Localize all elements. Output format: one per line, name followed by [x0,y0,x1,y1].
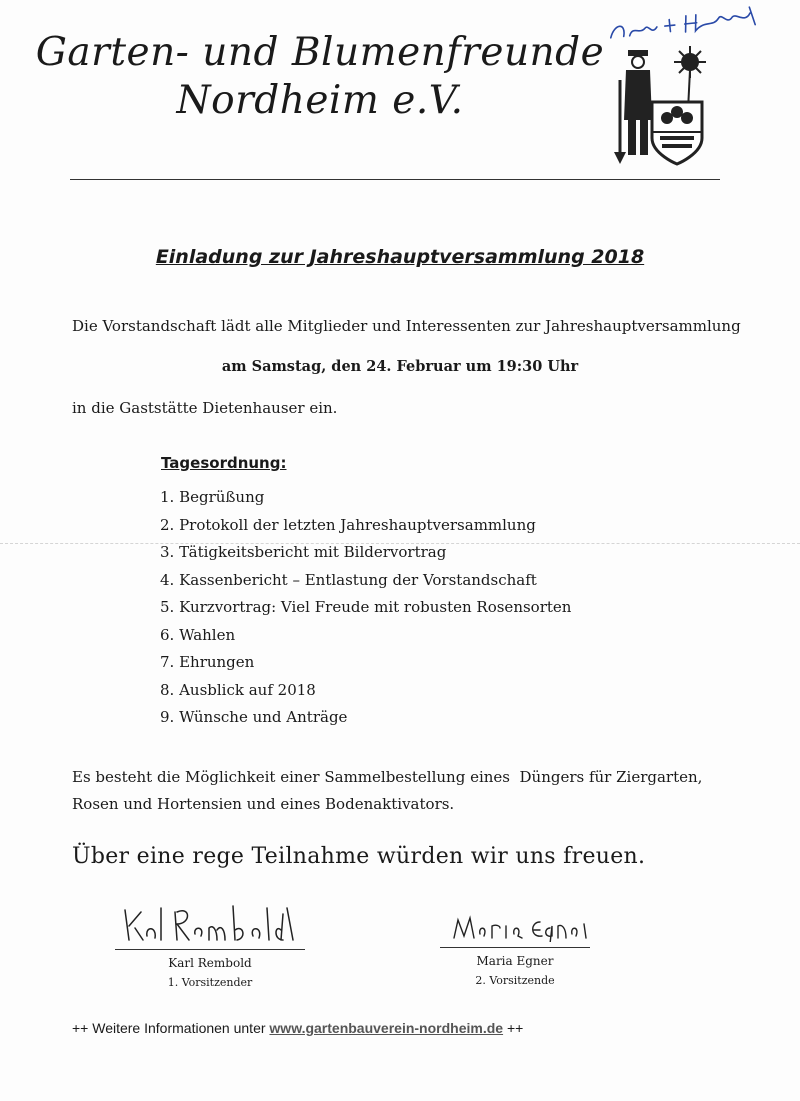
agenda-item: 1. Begrüßung [160,488,265,506]
fertilizer-note-line1: Es besteht die Möglichkeit einer Sammelbestellung eines Düngers für Ziergarten, [72,768,703,786]
signature-line [115,949,305,950]
meeting-venue: in die Gaststätte Dietenhauser ein. [72,399,338,417]
agenda-item: 4. Kassenbericht – Entlastung der Vorstandschaft [160,570,537,589]
org-name-line2: Nordheim e.V. [176,78,464,123]
invitation-intro: Die Vorstandschaft lädt alle Mitglieder und Interessenten zur Jahreshauptversammlung [72,317,741,335]
agenda-item: 8. Ausblick auf 2018 [160,680,316,699]
invitation-title: Einladung zur Jahreshauptversammlung 2018 [155,246,645,268]
signer-name: Maria Egner [476,954,554,968]
signer-role: 2. Vorsitzende [475,974,555,987]
fertilizer-note-line2: Rosen und Hortensien und eines Bodenaktivators. [72,795,455,813]
website-link[interactable]: www.gartenbauverein-nordheim.de [269,1020,504,1036]
agenda-item: 2. Protokoll der letzten Jahreshauptversammlung [160,515,536,534]
org-name-line1: Garten- und Blumenfreunde [35,30,605,75]
signer-name: Karl Rembold [168,956,252,970]
agenda-heading: Tagesordnung: [161,454,287,472]
signer-role: 1. Vorsitzender [167,976,253,989]
agenda-item: 5. Kurzvortrag: Viel Freude mit robusten Rosensorten [160,598,572,616]
club-emblem [610,40,720,170]
agenda-item: 9. Wünsche und Anträge [160,708,348,726]
signature-maria-egner [440,912,590,942]
signature-line [440,947,590,948]
closing-sentence: Über eine rege Teilnahme würden wir uns freuen. [72,844,646,869]
fertilizer-note [72,764,702,818]
agenda-item: 7. Ehrungen [160,653,255,671]
signature-block-1 [115,900,305,989]
signature-karl-rembold [115,900,305,944]
agenda-list [160,484,571,732]
footer-prefix: ++ Weitere Informationen unter [72,1020,266,1036]
header-divider [70,179,720,180]
agenda-item: 6. Wahlen [160,625,236,644]
meeting-date: am Samstag, den 24. Februar um 19:30 Uhr [221,358,579,375]
paper-fold-line [0,543,800,545]
footer-suffix: ++ [506,1020,524,1036]
gardener-crest-icon [610,40,720,170]
footer-info [72,1020,523,1036]
signature-block-2 [440,912,590,987]
agenda-item: 3. Tätigkeitsbericht mit Bildervortrag [160,543,447,561]
